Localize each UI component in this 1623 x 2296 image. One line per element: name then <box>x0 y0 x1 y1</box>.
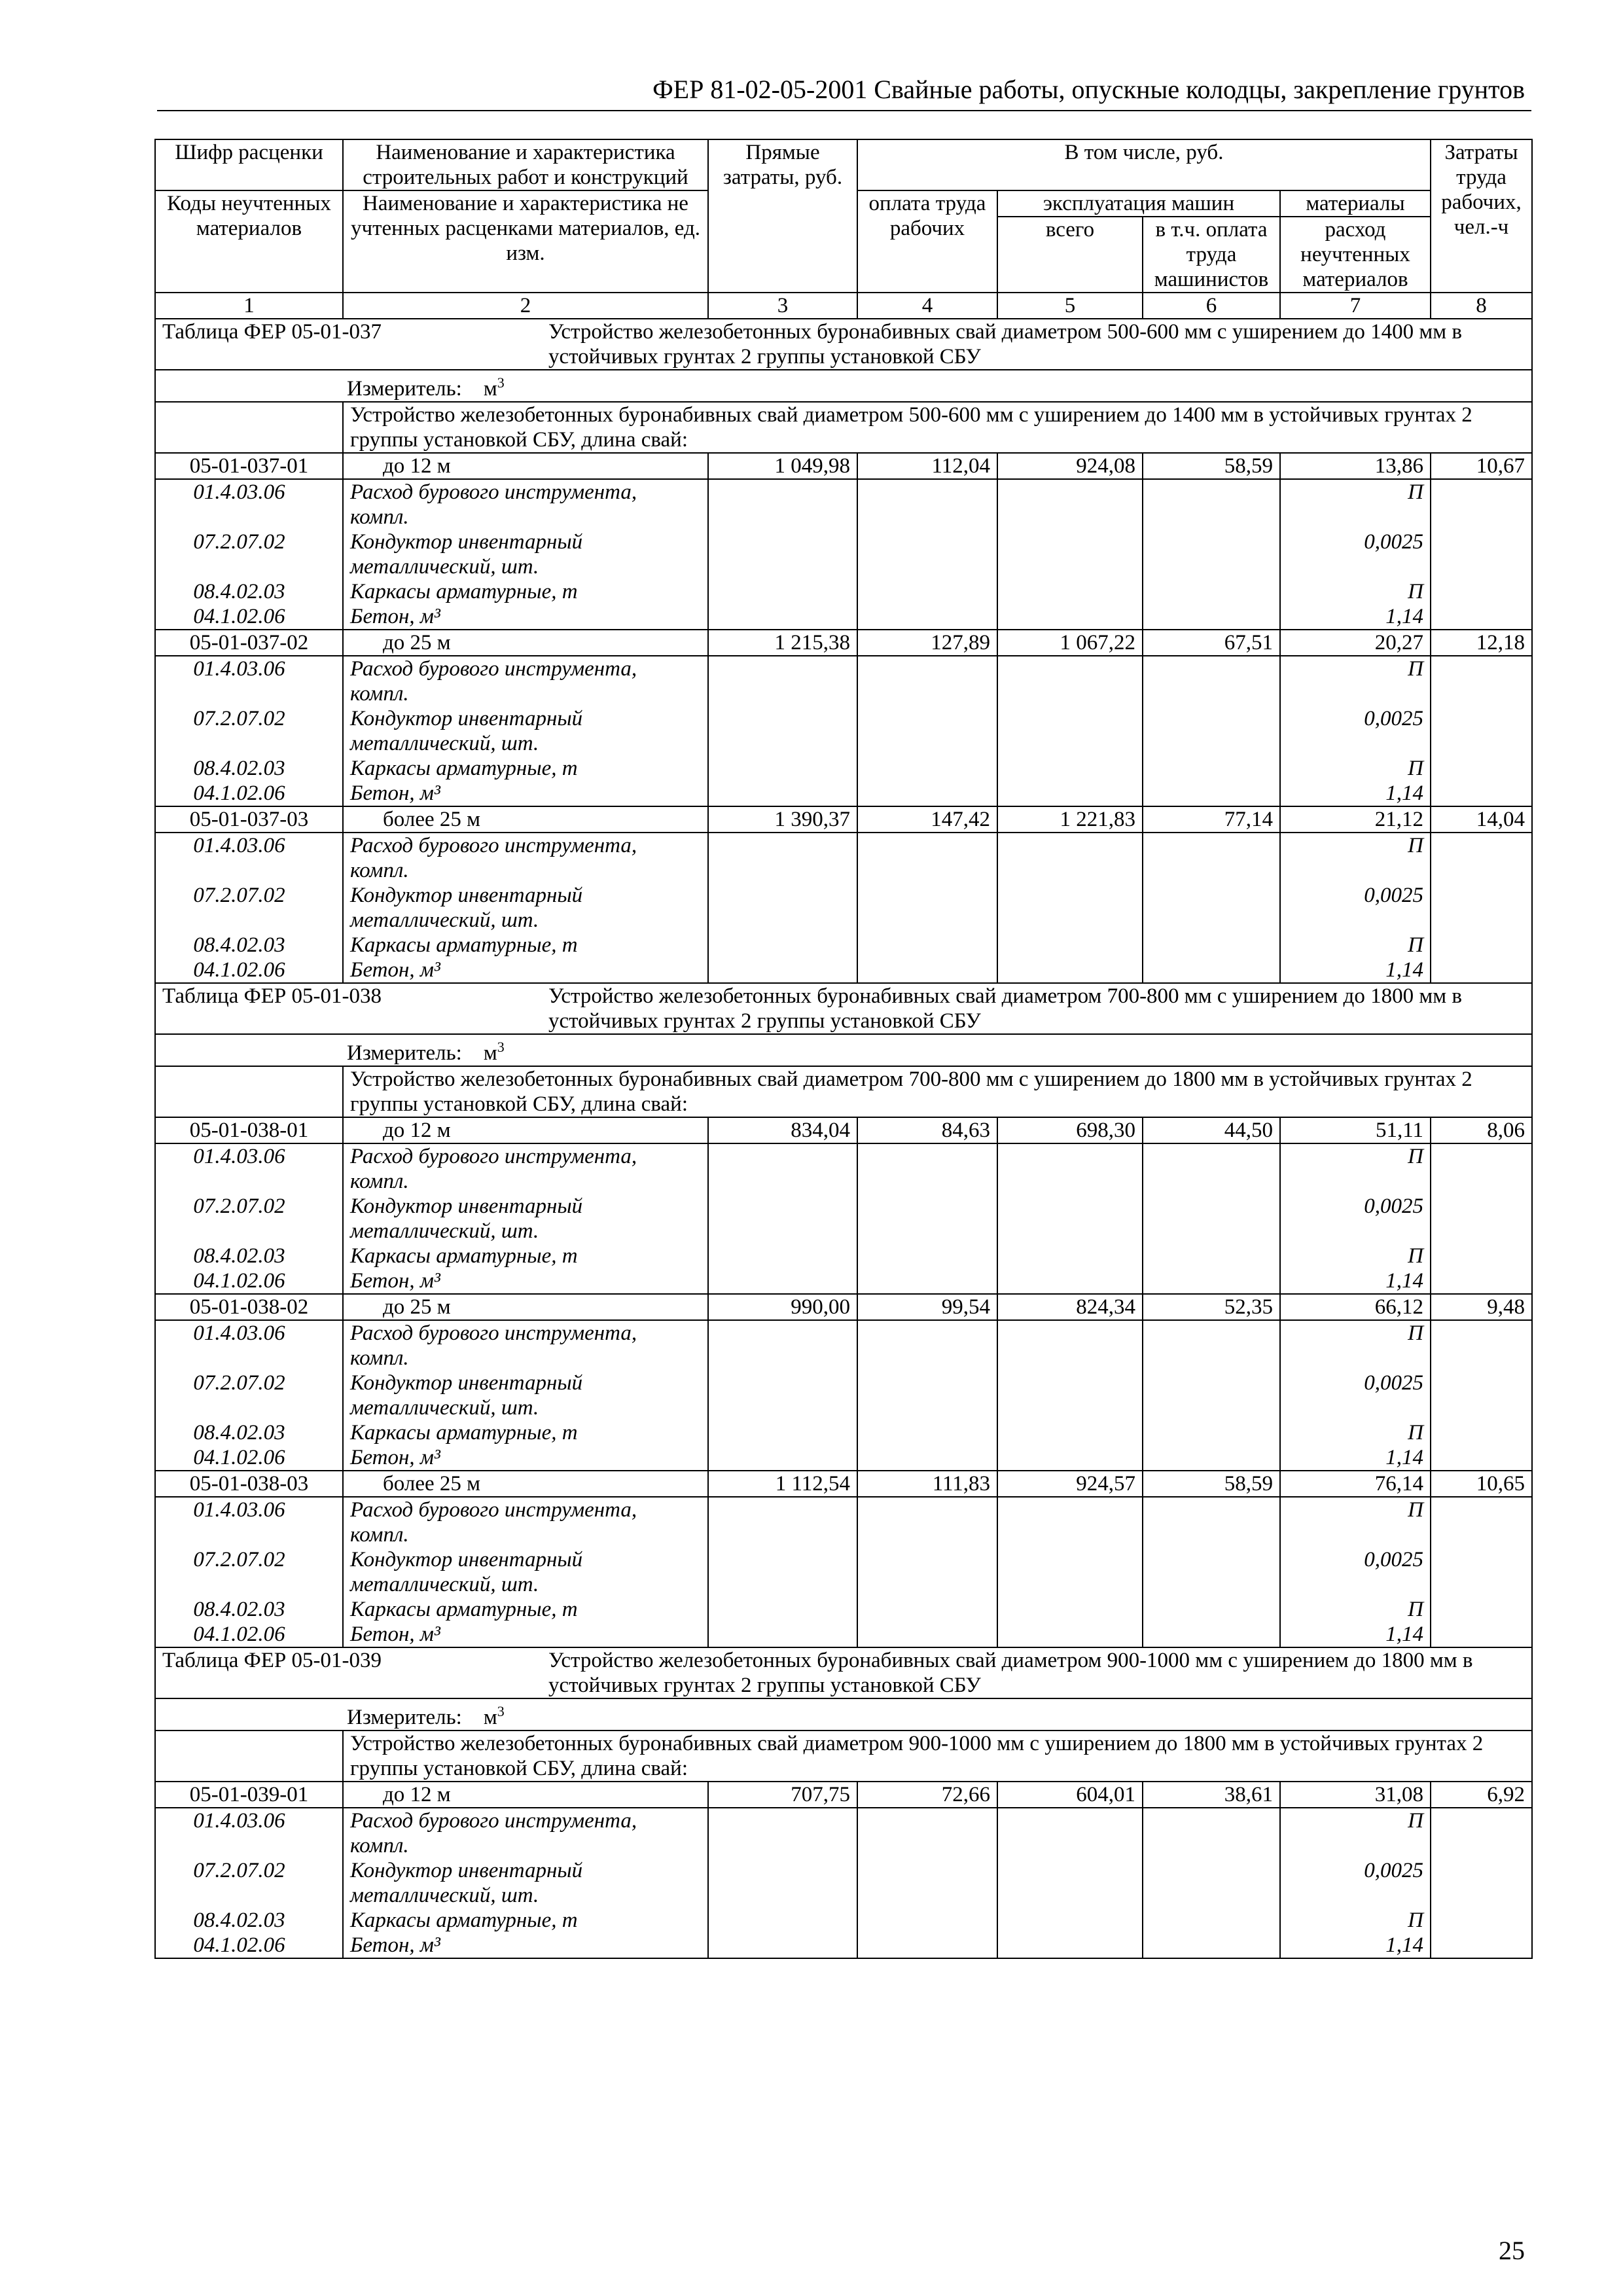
col-number: 5 <box>997 293 1143 319</box>
material-code: 01.4.03.06 <box>155 833 343 883</box>
material-name: Кондуктор инвентарный металлический, шт. <box>343 529 708 579</box>
material-code: 04.1.02.06 <box>155 604 343 630</box>
material-row <box>155 1597 1532 1622</box>
price-code: 05-01-038-02 <box>155 1294 343 1320</box>
pile-length: более 25 м <box>343 1471 708 1497</box>
material-name: Кондуктор инвентарный металлический, шт. <box>343 1194 708 1244</box>
material-qty: П <box>1280 1143 1431 1194</box>
direct-cost: 990,00 <box>708 1294 857 1320</box>
material-row <box>155 1547 1532 1597</box>
table-number: Таблица ФЕР 05-01-039 <box>162 1649 382 1672</box>
labor-hours: 10,67 <box>1431 453 1532 479</box>
measure-label: Измеритель: <box>347 1706 462 1729</box>
material-code: 07.2.07.02 <box>155 1858 343 1908</box>
material-code: 07.2.07.02 <box>155 883 343 933</box>
material-qty: П <box>1280 1420 1431 1445</box>
material-name: Расход бурового инструмента, компл. <box>343 656 708 706</box>
table-description: Устройство железобетонных буронабивных свай диаметром 700-800 мм с уширением до 1800 мм в устойчивых грунтах 2 группы установкой СБУ, длина свай: <box>343 1066 1532 1117</box>
col-name-top: Наименование и характеристика строительных работ и конструкций <box>343 139 708 190</box>
material-name: Расход бурового инструмента, компл. <box>343 479 708 529</box>
material-qty: 1,14 <box>1280 1445 1431 1471</box>
col-code-top: Шифр расценки <box>155 139 343 190</box>
table-row <box>155 1294 1532 1320</box>
machines-cost: 924,57 <box>997 1471 1143 1497</box>
material-row <box>155 756 1532 781</box>
material-code: 07.2.07.02 <box>155 1194 343 1244</box>
measure-row <box>155 1034 1532 1066</box>
price-code: 05-01-039-01 <box>155 1782 343 1808</box>
material-qty: 1,14 <box>1280 958 1431 983</box>
pile-length: до 12 м <box>343 1117 708 1143</box>
price-code: 05-01-038-03 <box>155 1471 343 1497</box>
material-row <box>155 1933 1532 1958</box>
material-code: 08.4.02.03 <box>155 756 343 781</box>
material-row <box>155 656 1532 706</box>
material-name: Каркасы арматурные, т <box>343 1420 708 1445</box>
material-qty: 1,14 <box>1280 1933 1431 1958</box>
col-machines: эксплуатация машин <box>997 190 1280 217</box>
table-header <box>155 139 1532 319</box>
col-number: 7 <box>1280 293 1431 319</box>
material-qty: П <box>1280 1320 1431 1371</box>
material-code: 04.1.02.06 <box>155 958 343 983</box>
col-number: 1 <box>155 293 343 319</box>
material-code: 01.4.03.06 <box>155 1320 343 1371</box>
machines-cost: 698,30 <box>997 1117 1143 1143</box>
material-name: Каркасы арматурные, т <box>343 1908 708 1933</box>
material-row <box>155 604 1532 630</box>
material-qty: П <box>1280 1597 1431 1622</box>
material-row <box>155 1622 1532 1647</box>
measure-exponent: 3 <box>497 1703 505 1719</box>
material-row <box>155 1420 1532 1445</box>
material-qty: П <box>1280 1497 1431 1547</box>
material-name: Бетон, м³ <box>343 604 708 630</box>
price-table <box>154 139 1533 1959</box>
measure-exponent: 3 <box>497 374 505 391</box>
material-qty: 0,0025 <box>1280 529 1431 579</box>
material-name: Кондуктор инвентарный металлический, шт. <box>343 706 708 756</box>
table-number: Таблица ФЕР 05-01-037 <box>162 320 382 344</box>
material-row <box>155 579 1532 604</box>
material-code: 04.1.02.06 <box>155 1622 343 1647</box>
table-number: Таблица ФЕР 05-01-038 <box>162 984 382 1008</box>
material-code: 07.2.07.02 <box>155 1547 343 1597</box>
material-qty: П <box>1280 933 1431 958</box>
table-description: Устройство железобетонных буронабивных свай диаметром 900-1000 мм с уширением до 1800 мм в устойчивых грунтах 2 группы установкой СБУ, длина свай: <box>343 1731 1532 1782</box>
material-row <box>155 1445 1532 1471</box>
table-row <box>155 630 1532 656</box>
material-code: 08.4.02.03 <box>155 933 343 958</box>
material-qty: 1,14 <box>1280 1268 1431 1294</box>
price-code: 05-01-037-01 <box>155 453 343 479</box>
labor-cost: 84,63 <box>857 1117 997 1143</box>
labor-cost: 72,66 <box>857 1782 997 1808</box>
page-number: 25 <box>1499 2236 1525 2265</box>
material-code: 08.4.02.03 <box>155 1244 343 1268</box>
pile-length: до 25 м <box>343 1294 708 1320</box>
labor-hours: 14,04 <box>1431 806 1532 833</box>
material-qty: 1,14 <box>1280 781 1431 806</box>
measure-exponent: 3 <box>497 1039 505 1055</box>
material-name: Кондуктор инвентарный металлический, шт. <box>343 1858 708 1908</box>
material-row <box>155 933 1532 958</box>
col-direct: Прямые затраты, руб. <box>708 139 857 293</box>
material-name: Каркасы арматурные, т <box>343 579 708 604</box>
material-row <box>155 706 1532 756</box>
col-name-bottom: Наименование и характеристика не учтенных расценками материалов, ед. изм. <box>343 190 708 293</box>
operators-cost: 67,51 <box>1143 630 1280 656</box>
operators-cost: 58,59 <box>1143 453 1280 479</box>
material-row <box>155 1371 1532 1420</box>
direct-cost: 834,04 <box>708 1117 857 1143</box>
material-qty: 0,0025 <box>1280 1371 1431 1420</box>
material-qty: 0,0025 <box>1280 883 1431 933</box>
material-qty: П <box>1280 833 1431 883</box>
table-description: Устройство железобетонных буронабивных свай диаметром 500-600 мм с уширением до 1400 мм в устойчивых грунтах 2 группы установкой СБУ, длина свай: <box>343 402 1532 453</box>
material-code: 08.4.02.03 <box>155 579 343 604</box>
table-title-row <box>155 319 1532 370</box>
machines-cost: 824,34 <box>997 1294 1143 1320</box>
material-name: Расход бурового инструмента, компл. <box>343 1320 708 1371</box>
col-machines-total: всего <box>997 217 1143 293</box>
material-code: 01.4.03.06 <box>155 1143 343 1194</box>
direct-cost: 1 215,38 <box>708 630 857 656</box>
labor-hours: 8,06 <box>1431 1117 1532 1143</box>
price-code: 05-01-038-01 <box>155 1117 343 1143</box>
material-name: Бетон, м³ <box>343 781 708 806</box>
col-unaccounted: расход неучтенных материалов <box>1280 217 1431 293</box>
material-name: Бетон, м³ <box>343 1933 708 1958</box>
material-name: Кондуктор инвентарный металлический, шт. <box>343 883 708 933</box>
labor-cost: 112,04 <box>857 453 997 479</box>
operators-cost: 77,14 <box>1143 806 1280 833</box>
measure-label: Измеритель: <box>347 1041 462 1065</box>
materials-cost: 76,14 <box>1280 1471 1431 1497</box>
measure-unit: м <box>483 1041 497 1065</box>
material-row <box>155 1268 1532 1294</box>
col-included: В том числе, руб. <box>857 139 1431 190</box>
table-row <box>155 1782 1532 1808</box>
measure-row <box>155 1698 1532 1731</box>
labor-hours: 6,92 <box>1431 1782 1532 1808</box>
machines-cost: 1 067,22 <box>997 630 1143 656</box>
pile-length: до 12 м <box>343 1782 708 1808</box>
material-qty: П <box>1280 656 1431 706</box>
table-title-row <box>155 983 1532 1034</box>
table-name: Устройство железобетонных буронабивных свай диаметром 700-800 мм с уширением до 1800 мм в устойчивых грунтах 2 группы установкой СБУ <box>548 984 1462 1033</box>
material-name: Кондуктор инвентарный металлический, шт. <box>343 1547 708 1597</box>
operators-cost: 58,59 <box>1143 1471 1280 1497</box>
materials-cost: 31,08 <box>1280 1782 1431 1808</box>
material-code: 08.4.02.03 <box>155 1420 343 1445</box>
material-name: Бетон, м³ <box>343 958 708 983</box>
labor-hours: 10,65 <box>1431 1471 1532 1497</box>
operators-cost: 38,61 <box>1143 1782 1280 1808</box>
material-qty: П <box>1280 1808 1431 1858</box>
material-name: Кондуктор инвентарный металлический, шт. <box>343 1371 708 1420</box>
pile-length: до 25 м <box>343 630 708 656</box>
col-number: 4 <box>857 293 997 319</box>
table-row <box>155 806 1532 833</box>
direct-cost: 707,75 <box>708 1782 857 1808</box>
material-name: Бетон, м³ <box>343 1445 708 1471</box>
material-row <box>155 529 1532 579</box>
material-code: 01.4.03.06 <box>155 1497 343 1547</box>
material-row <box>155 781 1532 806</box>
machines-cost: 604,01 <box>997 1782 1143 1808</box>
table-name: Устройство железобетонных буронабивных свай диаметром 900-1000 мм с уширением до 1800 мм в устойчивых грунтах 2 группы установкой СБУ <box>548 1649 1473 1697</box>
material-qty: 0,0025 <box>1280 1858 1431 1908</box>
material-qty: 1,14 <box>1280 1622 1431 1647</box>
material-name: Бетон, м³ <box>343 1622 708 1647</box>
machines-cost: 1 221,83 <box>997 806 1143 833</box>
material-row <box>155 1320 1532 1371</box>
materials-cost: 66,12 <box>1280 1294 1431 1320</box>
col-operators: в т.ч. оплата труда машинистов <box>1143 217 1280 293</box>
col-code-bottom: Коды неучтенных материалов <box>155 190 343 293</box>
material-qty: П <box>1280 579 1431 604</box>
material-code: 07.2.07.02 <box>155 706 343 756</box>
material-code: 01.4.03.06 <box>155 479 343 529</box>
material-qty: П <box>1280 1244 1431 1268</box>
labor-hours: 9,48 <box>1431 1294 1532 1320</box>
material-row <box>155 1858 1532 1908</box>
materials-cost: 13,86 <box>1280 453 1431 479</box>
measure-row <box>155 370 1532 402</box>
material-code: 01.4.03.06 <box>155 1808 343 1858</box>
operators-cost: 52,35 <box>1143 1294 1280 1320</box>
price-code: 05-01-037-02 <box>155 630 343 656</box>
materials-cost: 51,11 <box>1280 1117 1431 1143</box>
material-name: Каркасы арматурные, т <box>343 933 708 958</box>
description-row <box>155 1731 1532 1782</box>
direct-cost: 1 112,54 <box>708 1471 857 1497</box>
material-code: 07.2.07.02 <box>155 1371 343 1420</box>
material-row <box>155 1497 1532 1547</box>
table-title-row <box>155 1647 1532 1698</box>
material-code: 04.1.02.06 <box>155 1268 343 1294</box>
price-code: 05-01-037-03 <box>155 806 343 833</box>
material-qty: 0,0025 <box>1280 706 1431 756</box>
labor-cost: 111,83 <box>857 1471 997 1497</box>
material-code: 01.4.03.06 <box>155 656 343 706</box>
material-code: 07.2.07.02 <box>155 529 343 579</box>
material-name: Бетон, м³ <box>343 1268 708 1294</box>
operators-cost: 44,50 <box>1143 1117 1280 1143</box>
material-code: 04.1.02.06 <box>155 781 343 806</box>
material-row <box>155 833 1532 883</box>
material-row <box>155 1194 1532 1244</box>
description-row <box>155 1066 1532 1117</box>
material-code: 08.4.02.03 <box>155 1597 343 1622</box>
col-labor: оплата труда рабочих <box>857 190 997 293</box>
col-number: 3 <box>708 293 857 319</box>
col-number: 2 <box>343 293 708 319</box>
table-body <box>155 319 1532 1958</box>
table-row <box>155 453 1532 479</box>
material-row <box>155 1244 1532 1268</box>
measure-label: Измеритель: <box>347 377 462 401</box>
material-qty: 0,0025 <box>1280 1547 1431 1597</box>
material-name: Каркасы арматурные, т <box>343 1244 708 1268</box>
measure-unit: м <box>483 1706 497 1729</box>
material-qty: П <box>1280 1908 1431 1933</box>
material-name: Расход бурового инструмента, компл. <box>343 1497 708 1547</box>
running-header-title: ФЕР 81-02-05-2001 Свайные работы, опускные колодцы, закрепление грунтов <box>652 75 1525 104</box>
labor-cost: 127,89 <box>857 630 997 656</box>
direct-cost: 1 049,98 <box>708 453 857 479</box>
material-qty: П <box>1280 479 1431 529</box>
material-name: Расход бурового инструмента, компл. <box>343 833 708 883</box>
table-row <box>155 1117 1532 1143</box>
table-row <box>155 1471 1532 1497</box>
machines-cost: 924,08 <box>997 453 1143 479</box>
material-code: 04.1.02.06 <box>155 1933 343 1958</box>
direct-cost: 1 390,37 <box>708 806 857 833</box>
materials-cost: 21,12 <box>1280 806 1431 833</box>
material-row <box>155 1908 1532 1933</box>
col-materials: материалы <box>1280 190 1431 217</box>
col-number: 6 <box>1143 293 1280 319</box>
material-row <box>155 1143 1532 1194</box>
material-name: Каркасы арматурные, т <box>343 756 708 781</box>
material-row <box>155 958 1532 983</box>
table-name: Устройство железобетонных буронабивных свай диаметром 500-600 мм с уширением до 1400 мм в устойчивых грунтах 2 группы установкой СБУ <box>548 320 1462 368</box>
material-name: Расход бурового инструмента, компл. <box>343 1808 708 1858</box>
running-header <box>157 71 1531 111</box>
measure-unit: м <box>483 377 497 401</box>
material-row <box>155 1808 1532 1858</box>
material-code: 04.1.02.06 <box>155 1445 343 1471</box>
material-qty: 0,0025 <box>1280 1194 1431 1244</box>
material-row <box>155 883 1532 933</box>
material-code: 08.4.02.03 <box>155 1908 343 1933</box>
pile-length: более 25 м <box>343 806 708 833</box>
col-hours: Затраты труда рабочих, чел.-ч <box>1431 139 1532 293</box>
labor-cost: 99,54 <box>857 1294 997 1320</box>
material-row <box>155 479 1532 529</box>
pile-length: до 12 м <box>343 453 708 479</box>
material-qty: 1,14 <box>1280 604 1431 630</box>
col-number: 8 <box>1431 293 1532 319</box>
description-row <box>155 402 1532 453</box>
labor-hours: 12,18 <box>1431 630 1532 656</box>
materials-cost: 20,27 <box>1280 630 1431 656</box>
material-name: Каркасы арматурные, т <box>343 1597 708 1622</box>
labor-cost: 147,42 <box>857 806 997 833</box>
material-name: Расход бурового инструмента, компл. <box>343 1143 708 1194</box>
material-qty: П <box>1280 756 1431 781</box>
